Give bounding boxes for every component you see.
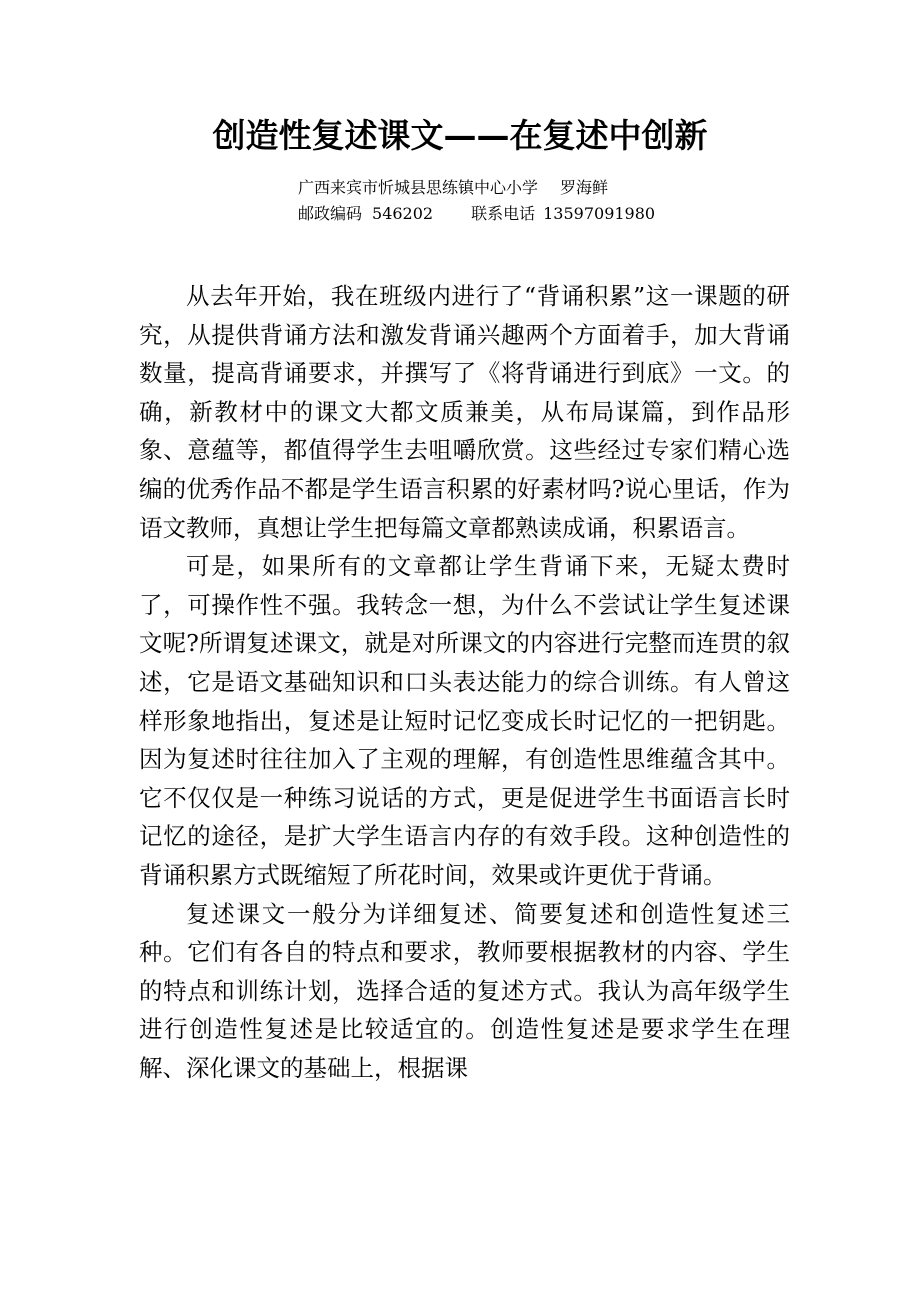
postcode-value: 546202 xyxy=(372,204,434,223)
author-line xyxy=(298,176,798,200)
author-school: 广西来宾市忻城县思练镇中心小学 xyxy=(298,178,539,197)
paragraph-3: 复述课文一般分为详细复述、简要复述和创造性复述三种。它们有各自的特点和要求，教师要根据教材的内容、学生的特点和训练计划，选择合适的复述方式。我认为高年级学生进行创造性复述是比较适宜的。创造性复述是要求学生在理解、深化课文的基础上，根据课 xyxy=(139,899,790,1082)
author-name: 罗海鲜 xyxy=(560,178,609,197)
document-title: 创造性复述课文——在复述中创新 xyxy=(212,116,708,155)
phone-label: 联系电话 xyxy=(471,204,536,223)
document-body xyxy=(139,277,790,1087)
contact-line xyxy=(298,202,798,226)
paragraph-1: 从去年开始，我在班级内进行了“背诵积累”这一课题的研究，从提供背诵方法和激发背诵兴趣两个方面着手，加大背诵数量，提高背诵要求，并撰写了《将背诵进行到底》一文。的确，新教材中的课文大都文质兼美，从布局谋篇，到作品形象、意蕴等，都值得学生去咀嚼欣赏。这些经过专家们精心选编的优秀作品不都是学生语言积累的好素材吗?说心里话，作为语文教师，真想让学生把每篇文章都熟读成诵，积累语言。 xyxy=(139,282,790,542)
phone-value: 13597091980 xyxy=(543,204,656,223)
paragraph-2: 可是，如果所有的文章都让学生背诵下来，无疑太费时了，可操作性不强。我转念一想，为什么不尝试让学生复述课文呢?所谓复述课文，就是对所课文的内容进行完整而连贯的叙述，它是语文基础知识和口头表达能力的综合训练。有人曾这样形象地指出，复述是让短时记忆变成长时记忆的一把钥匙。因为复述时往往加入了主观的理解，有创造性思维蕴含其中。它不仅仅是一种练习说话的方式，更是促进学生书面语言长时记忆的途径，是扩大学生语言内存的有效手段。这种创造性的背诵积累方式既缩短了所花时间，效果或许更优于背诵。 xyxy=(139,552,790,889)
postcode-label: 邮政编码 xyxy=(298,204,363,223)
